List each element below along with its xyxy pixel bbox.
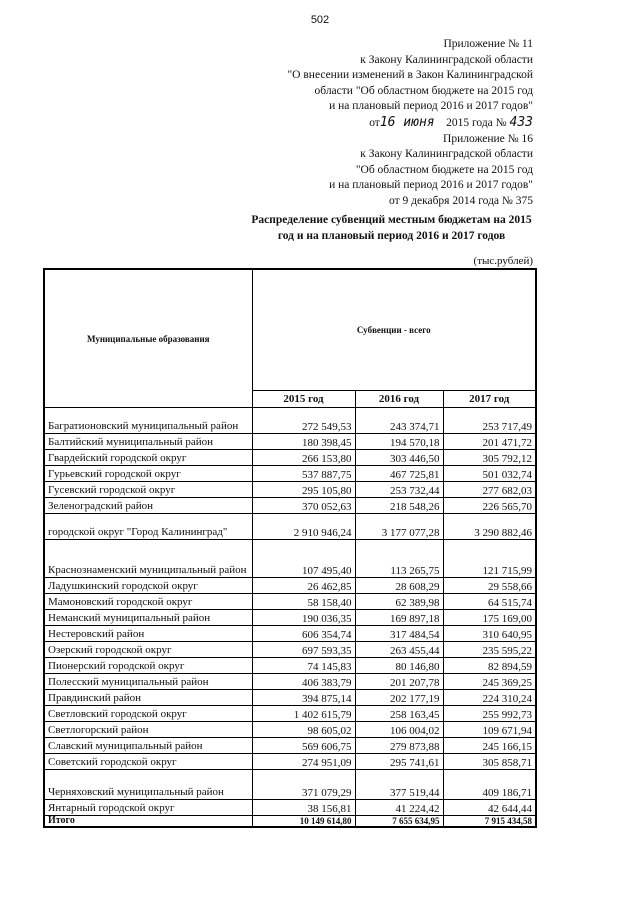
value-2015: 98 605,02 bbox=[252, 722, 355, 738]
value-2017: 64 515,74 bbox=[443, 594, 536, 610]
year-header-2015: 2015 год bbox=[252, 391, 355, 408]
value-2015: 180 398,45 bbox=[252, 434, 355, 450]
value-2016: 169 897,18 bbox=[355, 610, 443, 626]
value-2017: 245 166,15 bbox=[443, 738, 536, 754]
value-2016: 467 725,81 bbox=[355, 466, 443, 482]
municipality-name: Багратионовский муниципальный район bbox=[44, 408, 252, 434]
table-row bbox=[44, 800, 536, 816]
header-line: и на плановый период 2016 и 2017 годов" bbox=[329, 179, 533, 192]
header-line: к Закону Калининградской области bbox=[360, 53, 533, 66]
year-header-2016: 2016 год bbox=[355, 391, 443, 408]
value-2015: 606 354,74 bbox=[252, 626, 355, 642]
units-label: (тыс.рублей) bbox=[473, 255, 533, 267]
value-2015: 697 593,35 bbox=[252, 642, 355, 658]
value-2016: 263 455,44 bbox=[355, 642, 443, 658]
municipality-name: Зеленоградский район bbox=[44, 498, 252, 514]
law-date-prefix: от bbox=[369, 116, 380, 129]
value-2017: 29 558,66 bbox=[443, 578, 536, 594]
value-2016: 218 548,26 bbox=[355, 498, 443, 514]
value-2016: 80 146,80 bbox=[355, 658, 443, 674]
municipality-name: Нестеровский район bbox=[44, 626, 252, 642]
value-2015: 295 105,80 bbox=[252, 482, 355, 498]
header-line: от 9 декабря 2014 года № 375 bbox=[388, 194, 533, 207]
law-date-year: 2015 года № bbox=[446, 116, 507, 129]
table-row bbox=[44, 434, 536, 450]
value-2017: 224 310,24 bbox=[443, 690, 536, 706]
total-2016: 7 655 634,95 bbox=[355, 816, 443, 828]
table-row bbox=[44, 770, 536, 800]
appendix-header bbox=[250, 37, 533, 244]
municipality-name: Балтийский муниципальный район bbox=[44, 434, 252, 450]
value-2015: 26 462,85 bbox=[252, 578, 355, 594]
value-2017: 121 715,99 bbox=[443, 540, 536, 578]
value-2017: 201 471,72 bbox=[443, 434, 536, 450]
table-row bbox=[44, 738, 536, 754]
header-line: к Закону Калининградской области bbox=[360, 148, 533, 161]
value-2016: 202 177,19 bbox=[355, 690, 443, 706]
table-row bbox=[44, 578, 536, 594]
header-line: Приложение № 11 bbox=[443, 38, 533, 50]
value-2017: 253 717,49 bbox=[443, 408, 536, 434]
total-row bbox=[44, 816, 536, 828]
value-2015: 38 156,81 bbox=[252, 800, 355, 816]
municipality-name: Озерский городской округ bbox=[44, 642, 252, 658]
municipality-name: Правдинский район bbox=[44, 690, 252, 706]
total-label: Итого bbox=[44, 816, 252, 828]
total-2017: 7 915 434,58 bbox=[443, 816, 536, 828]
value-2015: 190 036,35 bbox=[252, 610, 355, 626]
header-line: Приложение № 16 bbox=[443, 132, 533, 145]
municipality-name: Пионерский городской округ bbox=[44, 658, 252, 674]
value-2015: 2 910 946,24 bbox=[252, 514, 355, 540]
value-2015: 394 875,14 bbox=[252, 690, 355, 706]
header-line: "О внесении изменений в Закон Калининградской bbox=[287, 69, 533, 82]
value-2017: 235 595,22 bbox=[443, 642, 536, 658]
value-2016: 41 224,42 bbox=[355, 800, 443, 816]
value-2016: 279 873,88 bbox=[355, 738, 443, 754]
year-header-2017: 2017 год bbox=[443, 391, 536, 408]
value-2017: 175 169,00 bbox=[443, 610, 536, 626]
value-2015: 371 079,29 bbox=[252, 770, 355, 800]
value-2016: 194 570,18 bbox=[355, 434, 443, 450]
municipality-name: Светловский городской округ bbox=[44, 706, 252, 722]
value-2017: 501 032,74 bbox=[443, 466, 536, 482]
value-2016: 295 741,61 bbox=[355, 754, 443, 770]
municipality-name: городской округ "Город Калининград" bbox=[44, 514, 252, 540]
value-2016: 62 389,98 bbox=[355, 594, 443, 610]
value-2015: 569 606,75 bbox=[252, 738, 355, 754]
table-row bbox=[44, 706, 536, 722]
table-row bbox=[44, 754, 536, 770]
value-2017: 310 640,95 bbox=[443, 626, 536, 642]
table-row bbox=[44, 610, 536, 626]
table-row bbox=[44, 626, 536, 642]
municipality-name: Ладушкинский городской округ bbox=[44, 578, 252, 594]
table-row bbox=[44, 450, 536, 466]
municipality-name: Славский муниципальный район bbox=[44, 738, 252, 754]
table-row bbox=[44, 498, 536, 514]
table-row bbox=[44, 722, 536, 738]
table-row bbox=[44, 594, 536, 610]
municipality-column-header: Муниципальные образования bbox=[44, 269, 252, 408]
value-2016: 317 484,54 bbox=[355, 626, 443, 642]
value-2015: 74 145,83 bbox=[252, 658, 355, 674]
table-row bbox=[44, 642, 536, 658]
value-2015: 272 549,53 bbox=[252, 408, 355, 434]
value-2016: 253 732,44 bbox=[355, 482, 443, 498]
value-2016: 377 519,44 bbox=[355, 770, 443, 800]
value-2017: 226 565,70 bbox=[443, 498, 536, 514]
table-body bbox=[44, 408, 536, 828]
municipality-name: Гусевский городской округ bbox=[44, 482, 252, 498]
value-2015: 266 153,80 bbox=[252, 450, 355, 466]
value-2017: 305 858,71 bbox=[443, 754, 536, 770]
page-number: 502 bbox=[310, 14, 330, 26]
total-column-header: Субвенции - всего bbox=[252, 269, 536, 391]
municipality-name: Гурьевский городской округ bbox=[44, 466, 252, 482]
municipality-name: Черняховский муниципальный район bbox=[44, 770, 252, 800]
table-row bbox=[44, 658, 536, 674]
handwritten-date: 16 июня bbox=[379, 114, 435, 130]
municipality-name: Янтарный городской округ bbox=[44, 800, 252, 816]
value-2016: 243 374,71 bbox=[355, 408, 443, 434]
header-line: и на плановый период 2016 и 2017 годов" bbox=[329, 100, 533, 113]
value-2015: 58 158,40 bbox=[252, 594, 355, 610]
municipality-name: Гвардейский городской округ bbox=[44, 450, 252, 466]
value-2017: 305 792,12 bbox=[443, 450, 536, 466]
subventions-table bbox=[43, 268, 537, 828]
table-row bbox=[44, 674, 536, 690]
value-2017: 245 369,25 bbox=[443, 674, 536, 690]
municipality-name: Мамоновский городской округ bbox=[44, 594, 252, 610]
value-2015: 537 887,75 bbox=[252, 466, 355, 482]
value-2017: 82 894,59 bbox=[443, 658, 536, 674]
value-2017: 255 992,73 bbox=[443, 706, 536, 722]
table-row bbox=[44, 514, 536, 540]
table-row bbox=[44, 540, 536, 578]
value-2017: 109 671,94 bbox=[443, 722, 536, 738]
table-row bbox=[44, 482, 536, 498]
value-2017: 3 290 882,46 bbox=[443, 514, 536, 540]
municipality-name: Полесский муниципальный район bbox=[44, 674, 252, 690]
law-date-line bbox=[250, 115, 533, 132]
value-2015: 406 383,79 bbox=[252, 674, 355, 690]
municipality-name: Советский городской округ bbox=[44, 754, 252, 770]
value-2016: 106 004,02 bbox=[355, 722, 443, 738]
value-2016: 28 608,29 bbox=[355, 578, 443, 594]
handwritten-number: 433 bbox=[509, 114, 533, 130]
value-2017: 42 644,44 bbox=[443, 800, 536, 816]
value-2016: 258 163,45 bbox=[355, 706, 443, 722]
value-2015: 107 495,40 bbox=[252, 540, 355, 578]
value-2017: 409 186,71 bbox=[443, 770, 536, 800]
table-row bbox=[44, 466, 536, 482]
value-2016: 113 265,75 bbox=[355, 540, 443, 578]
table-row bbox=[44, 408, 536, 434]
header-line: "Об областном бюджете на 2015 год bbox=[355, 163, 533, 176]
value-2016: 201 207,78 bbox=[355, 674, 443, 690]
value-2016: 3 177 077,28 bbox=[355, 514, 443, 540]
header-line: области "Об областном бюджете на 2015 год bbox=[314, 84, 533, 97]
value-2017: 277 682,03 bbox=[443, 482, 536, 498]
value-2015: 370 052,63 bbox=[252, 498, 355, 514]
total-2015: 10 149 614,80 bbox=[252, 816, 355, 828]
municipality-name: Неманский муниципальный район bbox=[44, 610, 252, 626]
municipality-name: Светлогорский район bbox=[44, 722, 252, 738]
value-2016: 303 446,50 bbox=[355, 450, 443, 466]
document-title: Распределение субвенций местным бюджетам на 2015 год и на плановый период 2016 и 2017 годов bbox=[251, 213, 532, 242]
value-2015: 274 951,09 bbox=[252, 754, 355, 770]
municipality-name: Краснознаменский муниципальный район bbox=[44, 540, 252, 578]
table-row bbox=[44, 690, 536, 706]
value-2015: 1 402 615,79 bbox=[252, 706, 355, 722]
